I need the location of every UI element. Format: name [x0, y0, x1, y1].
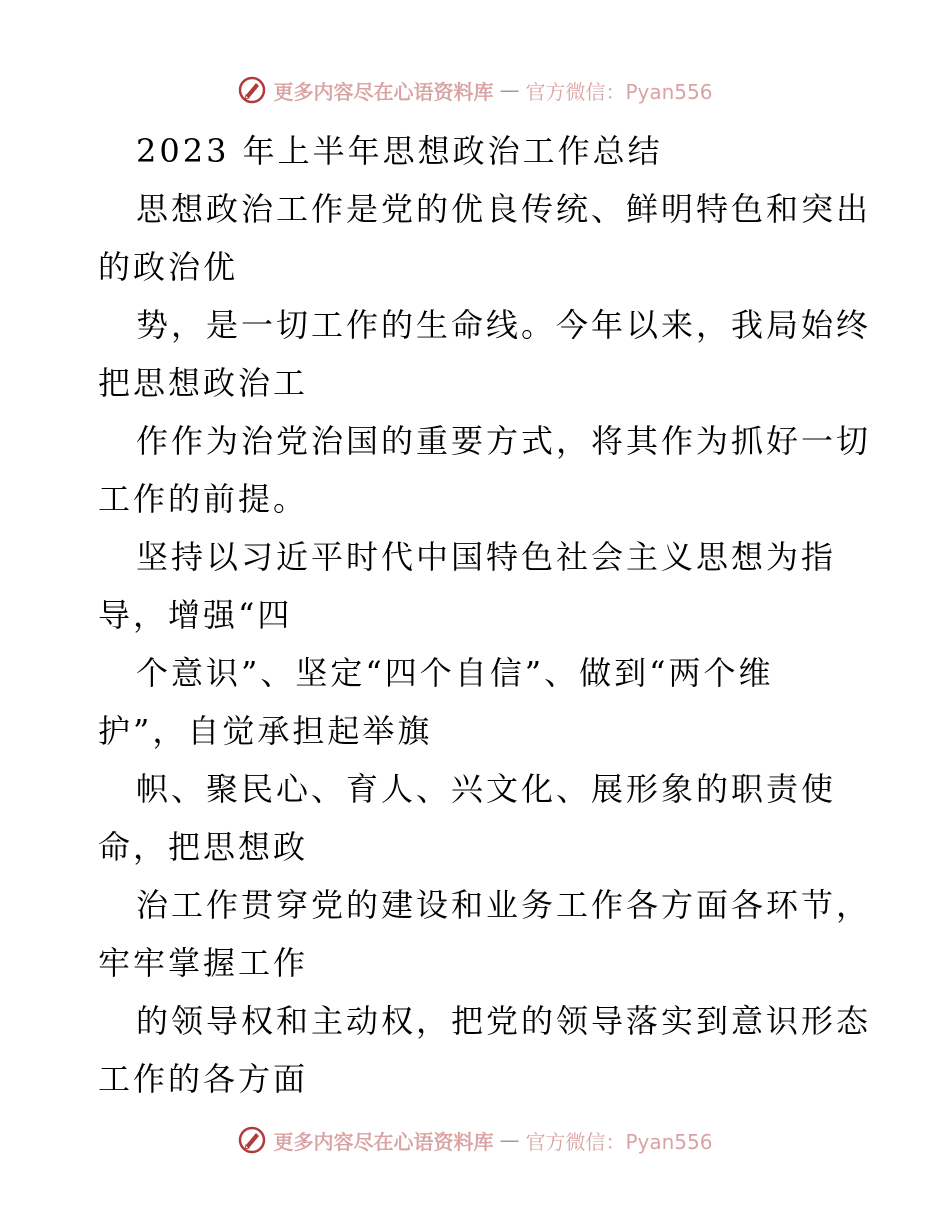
text-line: 护”，自觉承担起举旗 [98, 712, 433, 750]
text-line: 工作的前提。 [98, 480, 309, 518]
text-line: 势，是一切工作的生命线。今年以来，我局始终 [136, 306, 872, 344]
footer-watermark [0, 1120, 950, 1160]
text-line: 治工作贯穿党的建设和业务工作各方面各环节， [136, 886, 872, 924]
watermark-brand: 更多内容尽在心语资料库 [273, 1129, 494, 1154]
watermark-brand: 更多内容尽在心语资料库 [273, 79, 494, 104]
text-line: 思想政治工作是党的优良传统、鲜明特色和突出 [136, 190, 872, 228]
document-body [98, 122, 872, 1108]
text-line: 工作的各方面 [98, 1060, 309, 1098]
text-line: 的政治优 [98, 248, 239, 286]
document-title: 2023 年上半年思想政治工作总结 [136, 132, 663, 170]
pen-logo-icon [237, 1125, 267, 1155]
header-watermark [0, 70, 950, 110]
text-line: 帜、聚民心、育人、兴文化、展形象的职责使 [136, 770, 837, 808]
text-line: 命，把思想政 [98, 828, 309, 866]
watermark-dash: — [499, 78, 520, 102]
watermark-dash: — [499, 1128, 520, 1152]
text-line: 导，增强“四 [98, 596, 293, 634]
text-line: 的领导权和主动权，把党的领导落实到意识形态 [136, 1002, 872, 1040]
text-line: 作作为治党治国的重要方式，将其作为抓好一切 [136, 422, 872, 460]
text-line: 坚持以习近平时代中国特色社会主义思想为指 [136, 538, 837, 576]
text-line: 个意识”、坚定“四个自信”、做到“两个维 [136, 654, 774, 692]
text-line: 把思想政治工 [98, 364, 309, 402]
watermark-contact: 官方微信：Pyan556 [525, 79, 713, 104]
watermark-contact: 官方微信：Pyan556 [525, 1129, 713, 1154]
text-line: 牢牢掌握工作 [98, 944, 309, 982]
pen-logo-icon [237, 75, 267, 105]
